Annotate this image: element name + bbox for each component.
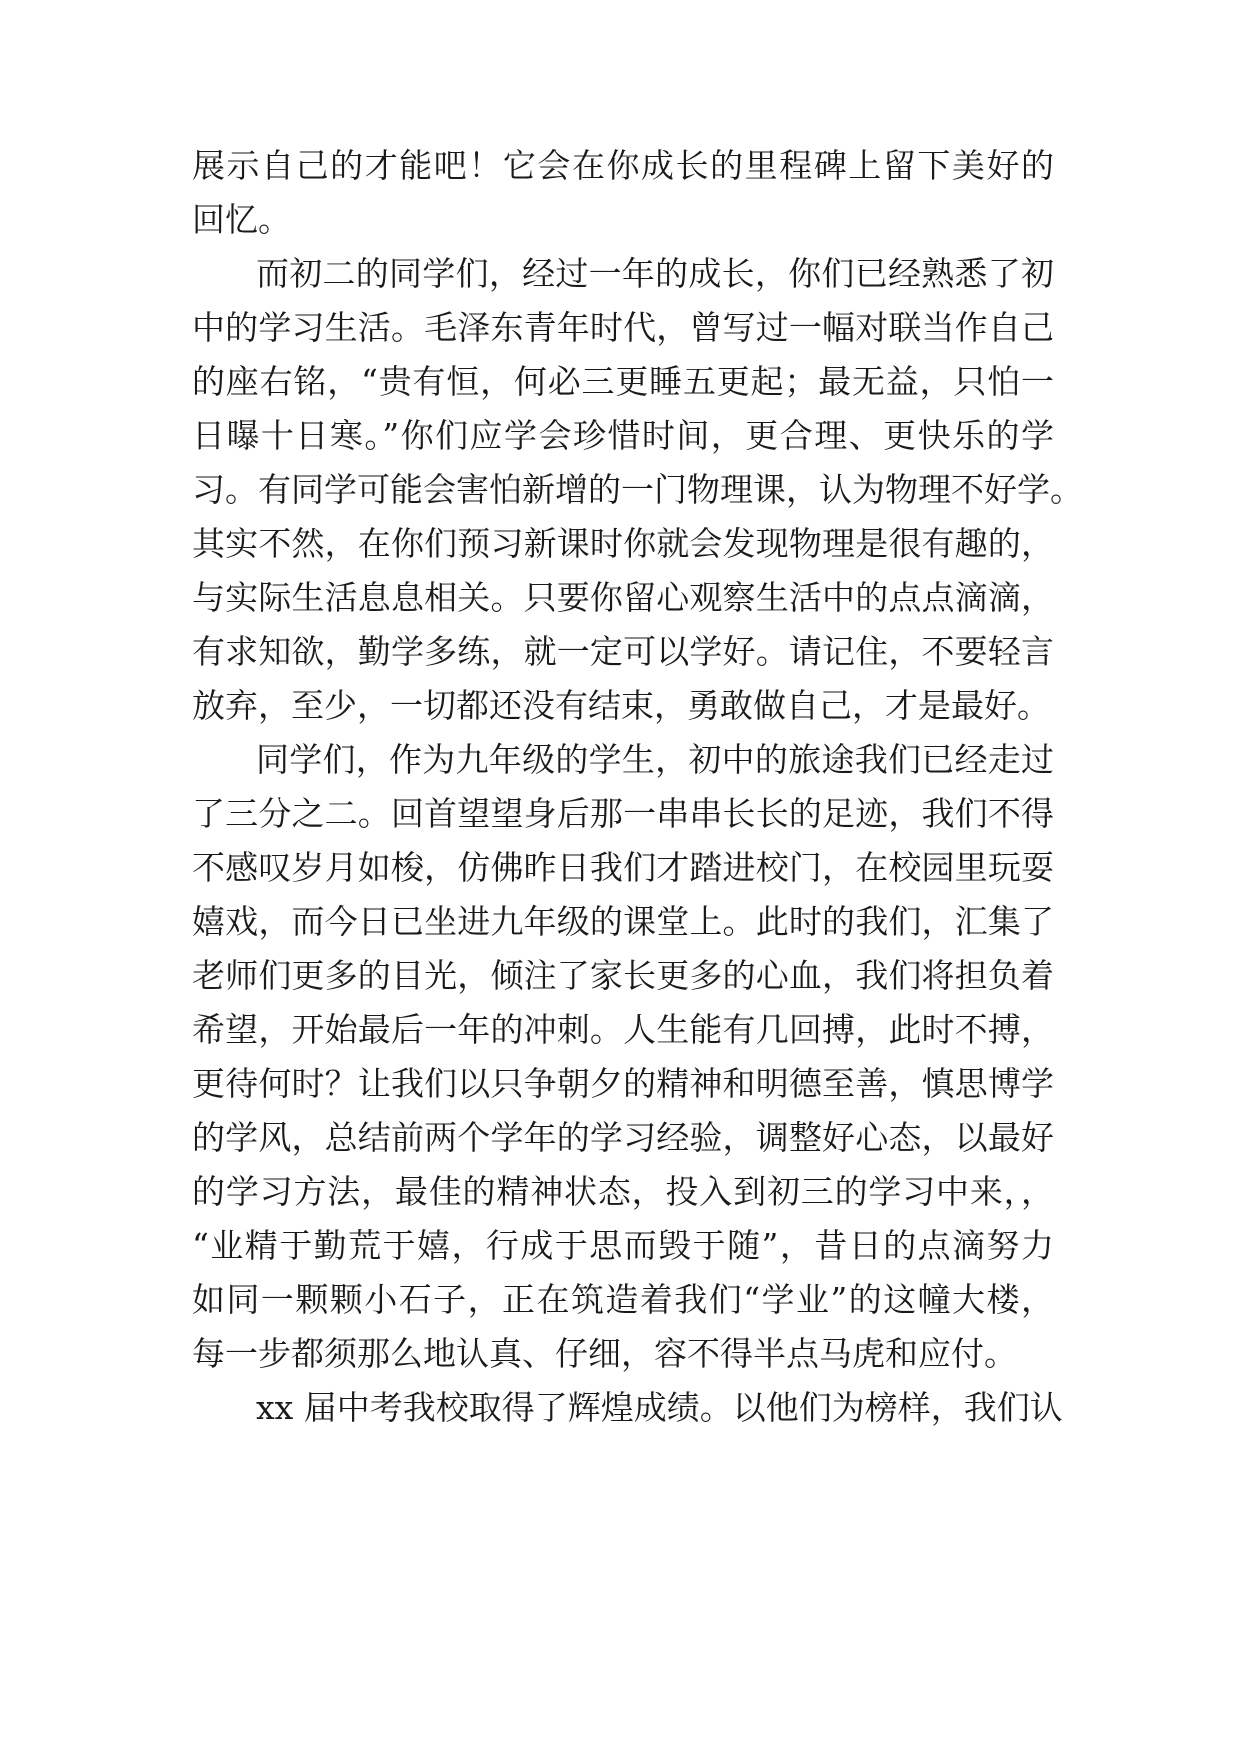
text-line: 习。有同学可能会害怕新增的一门物理课，认为物理不好学。 <box>192 470 1083 509</box>
text-line: 展示自己的才能吧！它会在你成长的里程碑上留下美好的 <box>192 146 1054 185</box>
text-line: 放弃，至少，一切都还没有结束，勇敢做自己，才是最好。 <box>192 686 1050 725</box>
text-line: 的座右铭，“贵有恒，何必三更睡五更起；最无益，只怕一 <box>192 362 1054 401</box>
text-line: 与实际生活息息相关。只要你留心观察生活中的点点滴滴， <box>192 578 1054 617</box>
text-line: 中的学习生活。毛泽东青年时代，曾写过一幅对联当作自己 <box>192 308 1054 347</box>
text-line: “业精于勤荒于嬉，行成于思而毁于随”，昔日的点滴努力 <box>192 1226 1054 1265</box>
paragraph-start-line: xx 届中考我校取得了辉煌成绩。以他们为榜样，我们认 <box>256 1388 1063 1427</box>
text-line: 其实不然，在你们预习新课时你就会发现物理是很有趣的， <box>192 524 1054 563</box>
text-line: 了三分之二。回首望望身后那一串串长长的足迹，我们不得 <box>192 794 1054 833</box>
text-line: 老师们更多的目光，倾注了家长更多的心血，我们将担负着 <box>192 956 1054 995</box>
text-line: 不感叹岁月如梭，仿佛昨日我们才踏进校门，在校园里玩耍 <box>192 848 1054 887</box>
paragraph-start-line: 而初二的同学们，经过一年的成长，你们已经熟悉了初 <box>256 254 1054 293</box>
text-line: 有求知欲，勤学多练，就一定可以学好。请记住，不要轻言 <box>192 632 1054 671</box>
text-line: 如同一颗颗小石子，正在筑造着我们“学业”的这幢大楼， <box>192 1280 1054 1319</box>
text-line: 回忆。 <box>192 200 291 239</box>
paragraph-start-line: 同学们，作为九年级的学生，初中的旅途我们已经走过 <box>256 740 1054 779</box>
text-line: 日曝十日寒。”你们应学会珍惜时间，更合理、更快乐的学 <box>192 416 1054 455</box>
text-line: 更待何时？让我们以只争朝夕的精神和明德至善，慎思博学 <box>192 1064 1054 1103</box>
text-line: 希望，开始最后一年的冲刺。人生能有几回搏，此时不搏， <box>192 1010 1054 1049</box>
text-line: 每一步都须那么地认真、仔细，容不得半点马虎和应付。 <box>192 1334 1017 1373</box>
text-line: 嬉戏，而今日已坐进九年级的课堂上。此时的我们，汇集了 <box>192 902 1054 941</box>
text-line: 的学习方法，最佳的精神状态，投入到初三的学习中来，， <box>192 1172 1054 1211</box>
text-line: 的学风，总结前两个学年的学习经验，调整好心态，以最好 <box>192 1118 1054 1157</box>
